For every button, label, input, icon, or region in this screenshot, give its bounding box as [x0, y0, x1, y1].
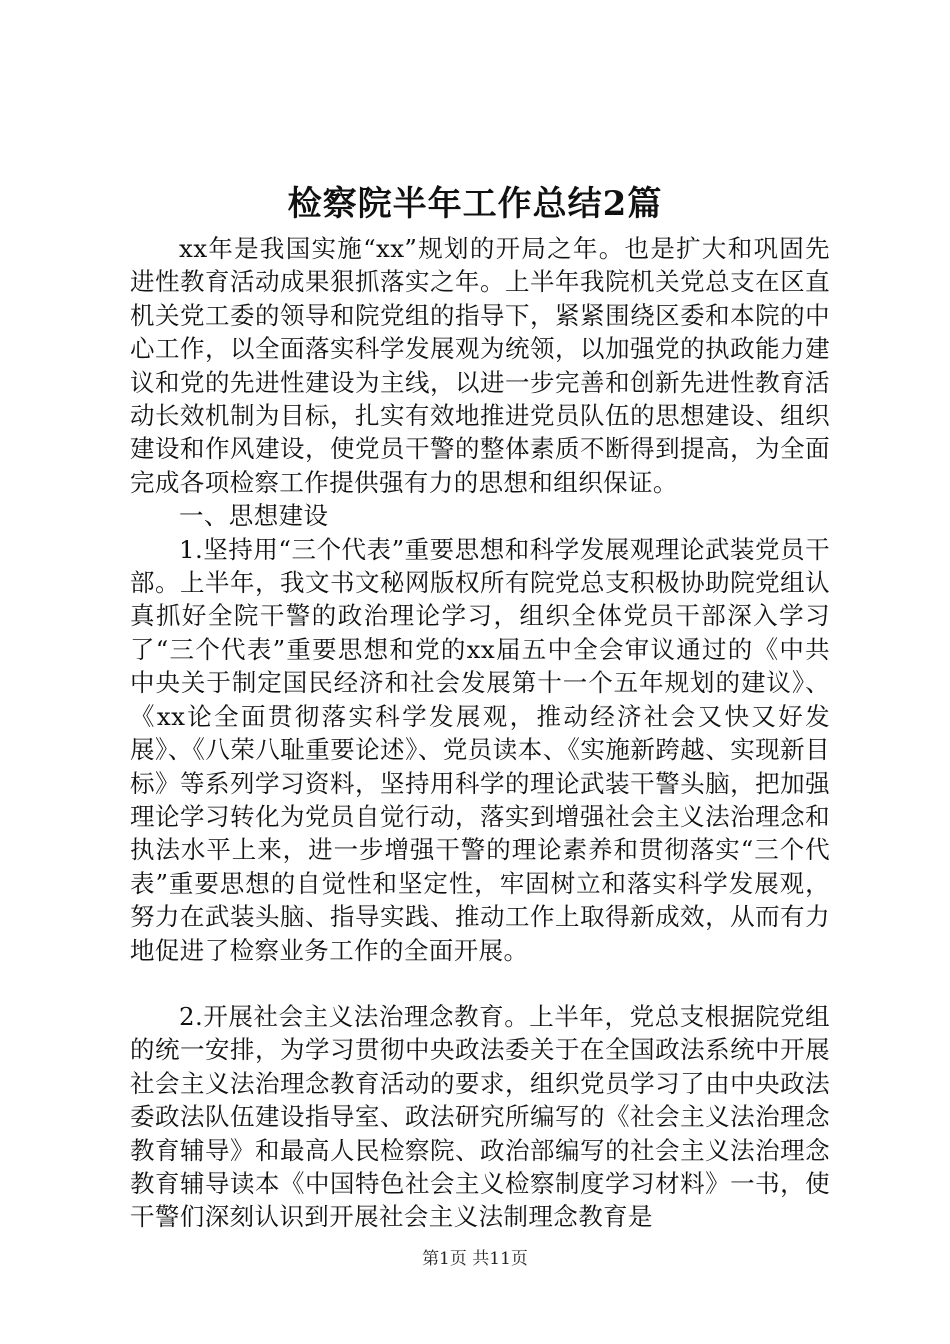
document-title: 检察院半年工作总结2篇 [287, 184, 663, 224]
document-body [130, 232, 830, 1234]
section-heading-ideology: 一、思想建设 [179, 501, 329, 531]
paragraph-item-2: 2.开展社会主义法治理念教育。上半年，党总支根据院党组的统一安排，为学习贯彻中央政法委关于在全国政法系统中开展社会主义法治理念教育活动的要求，组织党员学习了由中央政法委政法队伍建设指导室、政法研究所编写的《社会主义法治理念教育辅导》和最高人民检察院、政治部编写的社会主义法治理念教育辅导读本《中国特色社会主义检察制度学习材料》一书，使干警们深刻认识到开展社会主义法制理念教育是 [130, 1001, 830, 1232]
paragraph-item-1: 1.坚持用“三个代表”重要思想和科学发展观理论武装党员干部。上半年，我文书文秘网版权所有院党总支积极协助院党组认真抓好全院干警的政治理论学习，组织全体党员干部深入学习了“三个代表”重要思想和党的xx届五中全会审议通过的《中共中央关于制定国民经济和社会发展第十一个五年规划的建议》、《xx论全面贯彻落实科学发展观，推动经济社会又快又好发展》、《八荣八耻重要论述》、党员读本、《实施新跨越、实现新目标》等系列学习资料，坚持用科学的理论武装干警头脑，把加强理论学习转化为党员自觉行动，落实到增强社会主义法治理念和执法水平上来，进一步增强干警的理论素养和贯彻落实“三个代表”重要思想的自觉性和坚定性，牢固树立和落实科学发展观，努力在武装头脑、指导实践、推动工作上取得新成效，从而有力地促进了检察业务工作的全面开展。 [130, 534, 830, 965]
page-number-footer: 第1页 共11页 [422, 1249, 528, 1269]
paragraph-intro: xx年是我国实施“xx”规划的开局之年。也是扩大和巩固先进性教育活动成果狠抓落实之年。上半年我院机关党总支在区直机关党工委的领导和院党组的指导下，紧紧围绕区委和本院的中心工作，以全面落实科学发展观为统领，以加强党的执政能力建议和党的先进性建设为主线，以进一步完善和创新先进性教育活动长效机制为目标，扎实有效地推进党员队伍的思想建设、组织建设和作风建设，使党员干警的整体素质不断得到提高，为全面完成各项检察工作提供强有力的思想和组织保证。 [130, 234, 830, 497]
